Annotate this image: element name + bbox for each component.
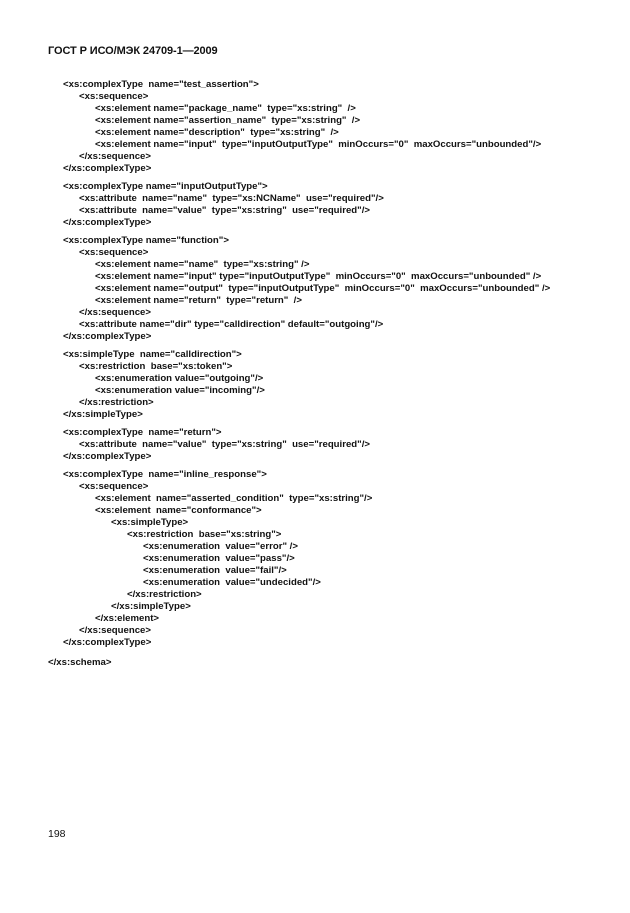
- code-line: <xs:attribute name="name" type="xs:NCName" use="required"/>: [79, 193, 384, 204]
- code-line: <xs:enumeration value="incoming"/>: [95, 385, 265, 396]
- code-line: <xs:simpleType name="calldirection">: [63, 349, 242, 360]
- code-line: <xs:sequence>: [79, 91, 149, 102]
- code-line: <xs:enumeration value="error" />: [143, 541, 298, 552]
- page-number: 198: [48, 828, 66, 840]
- code-line: <xs:element name="input" type="inputOutputType" minOccurs="0" maxOccurs="unbounded" />: [95, 271, 542, 282]
- schema-type-block: [63, 469, 550, 649]
- code-line: <xs:enumeration value="fail"/>: [143, 565, 287, 576]
- schema-type-block: [63, 427, 550, 463]
- schema-type-block: [63, 79, 550, 175]
- code-line: <xs:element name="name" type="xs:string" />: [95, 259, 310, 270]
- code-line: <xs:element name="input" type="inputOutputType" minOccurs="0" maxOccurs="unbounded"/>: [95, 139, 542, 150]
- code-line: <xs:element name="asserted_condition" type="xs:string"/>: [95, 493, 373, 504]
- code-line: </xs:restriction>: [79, 397, 154, 408]
- code-line: <xs:simpleType>: [111, 517, 189, 528]
- code-line: <xs:element name="output" type="inputOutputType" minOccurs="0" maxOccurs="unbounded" />: [95, 283, 551, 294]
- schema-type-block: [63, 349, 550, 421]
- code-line: <xs:enumeration value="outgoing"/>: [95, 373, 264, 384]
- code-line: </xs:sequence>: [79, 625, 151, 636]
- code-line: </xs:complexType>: [63, 451, 152, 462]
- code-line: </xs:simpleType>: [111, 601, 191, 612]
- schema-type-block: [63, 181, 550, 229]
- code-line: </xs:restriction>: [127, 589, 202, 600]
- code-line: <xs:element name="package_name" type="xs:string" />: [95, 103, 356, 114]
- schema-type-block: [63, 235, 550, 343]
- code-line: <xs:enumeration value="pass"/>: [143, 553, 295, 564]
- code-line: <xs:attribute name="dir" type="calldirection" default="outgoing"/>: [79, 319, 384, 330]
- code-line: <xs:element name="description" type="xs:string" />: [95, 127, 339, 138]
- code-line: <xs:complexType name="return">: [63, 427, 222, 438]
- code-line: </xs:complexType>: [63, 331, 152, 342]
- code-line: <xs:complexType name="test_assertion">: [63, 79, 259, 90]
- code-line: <xs:sequence>: [79, 247, 149, 258]
- code-line: <xs:element name="conformance">: [95, 505, 262, 516]
- code-line: <xs:complexType name="inline_response">: [63, 469, 267, 480]
- schema-closing-tag: </xs:schema>: [48, 657, 112, 668]
- code-line: <xs:attribute name="value" type="xs:string" use="required"/>: [79, 439, 370, 450]
- code-line: </xs:complexType>: [63, 217, 152, 228]
- code-line: <xs:restriction base="xs:string">: [127, 529, 282, 540]
- code-line: <xs:restriction base="xs:token">: [79, 361, 233, 372]
- code-line: <xs:attribute name="value" type="xs:string" use="required"/>: [79, 205, 370, 216]
- code-line: </xs:sequence>: [79, 151, 151, 162]
- code-line: <xs:element name="assertion_name" type="xs:string" />: [95, 115, 361, 126]
- code-line: <xs:enumeration value="undecided"/>: [143, 577, 321, 588]
- code-line: </xs:sequence>: [79, 307, 151, 318]
- code-line: </xs:complexType>: [63, 637, 152, 648]
- code-line: </xs:simpleType>: [63, 409, 143, 420]
- code-line: <xs:complexType name="inputOutputType">: [63, 181, 268, 192]
- code-line: </xs:complexType>: [63, 163, 152, 174]
- code-line: <xs:complexType name="function">: [63, 235, 229, 246]
- xml-schema-code: [63, 79, 550, 655]
- document-header: ГОСТ Р ИСО/МЭК 24709-1—2009: [48, 45, 218, 57]
- code-line: <xs:sequence>: [79, 481, 149, 492]
- code-line: </xs:element>: [95, 613, 159, 624]
- code-line: <xs:element name="return" type="return" />: [95, 295, 302, 306]
